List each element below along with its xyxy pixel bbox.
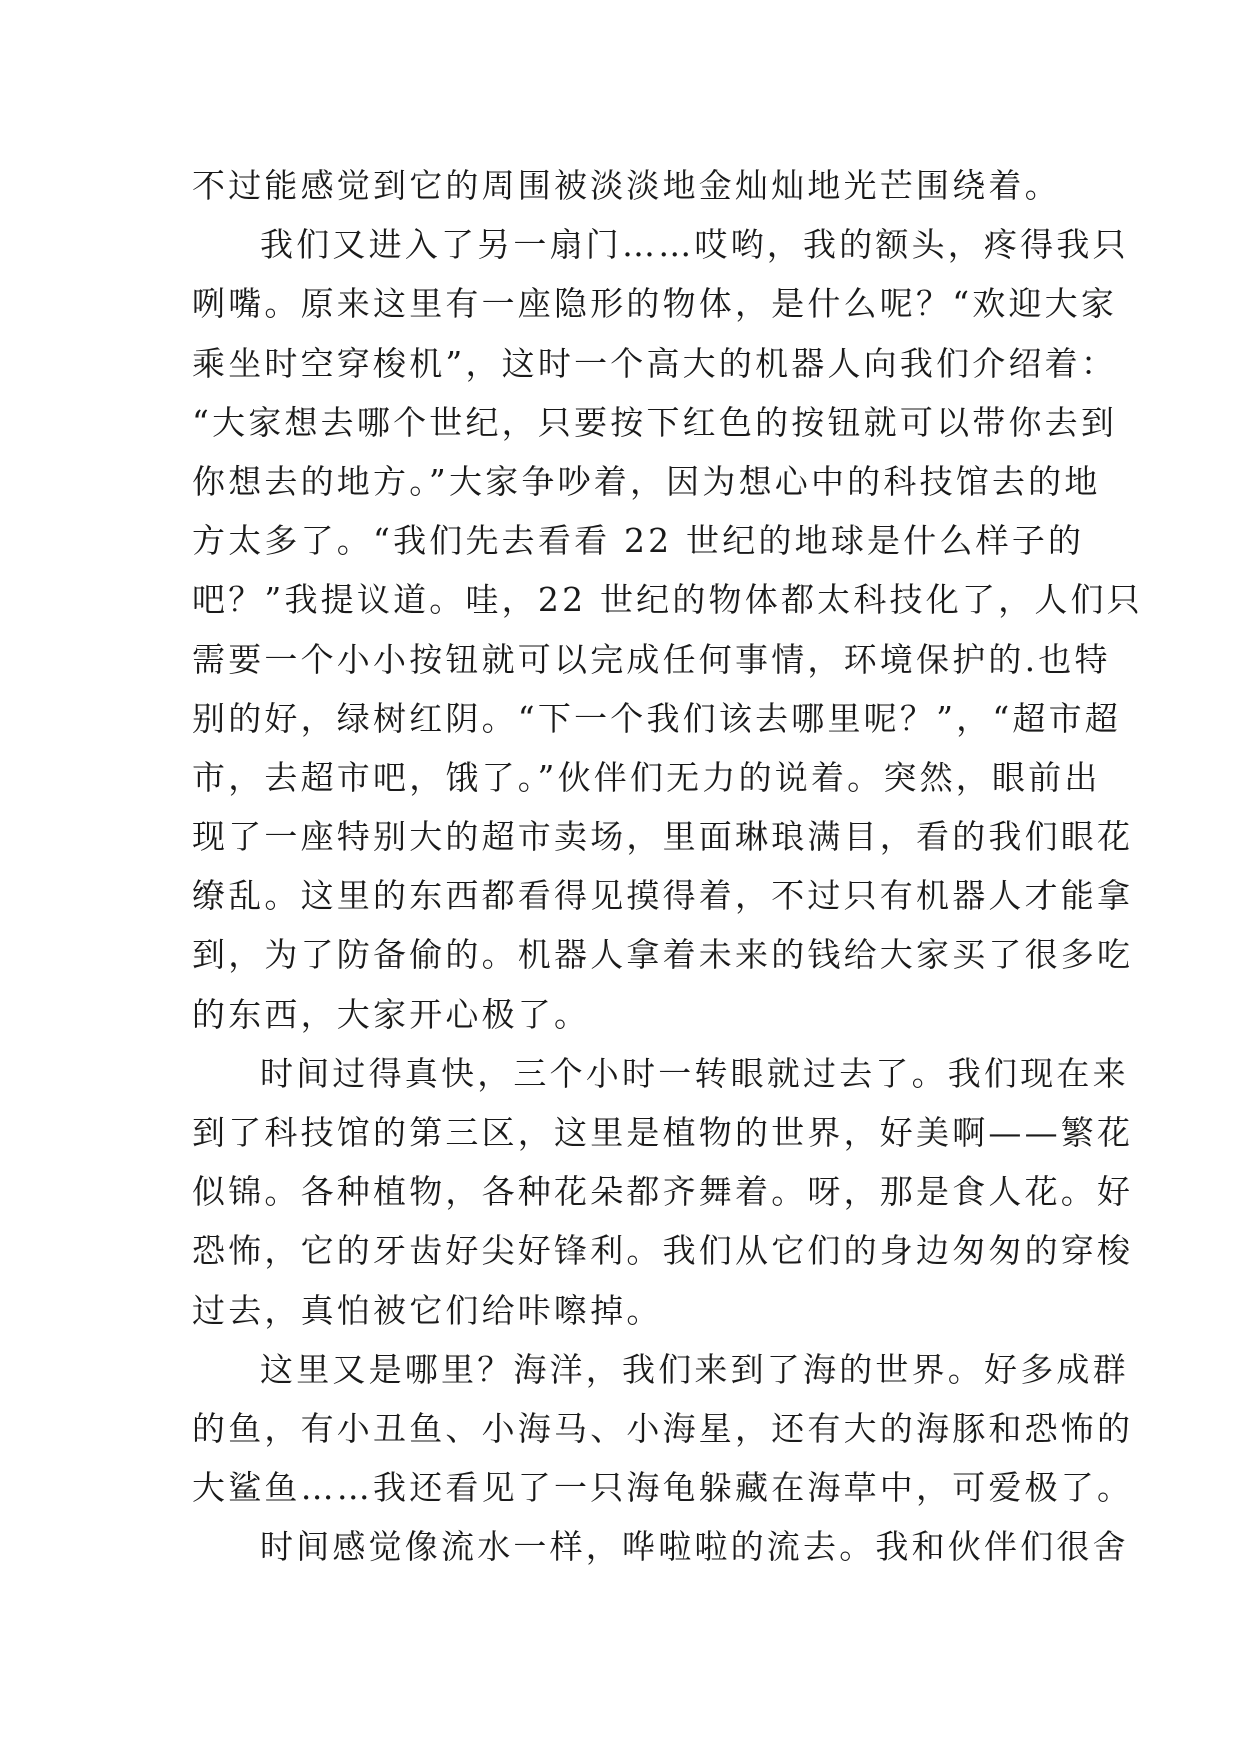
text-line: 时间过得真快，三个小时一转眼就过去了。我们现在来 <box>260 1053 1129 1093</box>
text-line: 时间感觉像流水一样，哗啦啦的流去。我和伙伴们很舍 <box>260 1527 1129 1567</box>
text-line: 缭乱。这里的东西都看得见摸得着，不过只有机器人才能拿 <box>192 876 1134 916</box>
text-line: 到，为了防备偷的。机器人拿着未来的钱给大家买了很多吃 <box>192 935 1134 975</box>
text-line: 这里又是哪里？海洋，我们来到了海的世界。好多成群 <box>260 1349 1129 1389</box>
text-line: 需要一个小小按钮就可以完成任何事情，环境保护的.也特 <box>192 639 1111 679</box>
text-line: 咧嘴。原来这里有一座隐形的物体，是什么呢？“欢迎大家 <box>192 284 1118 324</box>
text-line: 到了科技馆的第三区，这里是植物的世界，好美啊——繁花 <box>192 1113 1134 1152</box>
text-line: 过去，真怕被它们给咔嚓掉。 <box>192 1290 663 1330</box>
text-line: 恐怖，它的牙齿好尖好锋利。我们从它们的身边匆匆的穿梭 <box>192 1231 1134 1271</box>
text-line: 似锦。各种植物，各种花朵都齐舞着。呀，那是食人花。好 <box>192 1172 1134 1212</box>
text-line: 吧？”我提议道。哇，22 世纪的物体都太科技化了，人们只 <box>192 580 1143 620</box>
text-line: 的东西，大家开心极了。 <box>192 994 591 1034</box>
text-line: “大家想去哪个世纪，只要按下红色的按钮就可以带你去到 <box>192 402 1118 442</box>
text-line: 我们又进入了另一扇门……哎哟，我的额头，疼得我只 <box>260 225 1129 265</box>
body-text <box>192 156 1143 1577</box>
text-line: 现了一座特别大的超市卖场，里面琳琅满目，看的我们眼花 <box>192 817 1134 857</box>
text-line: 不过能感觉到它的周围被淡淡地金灿灿地光芒围绕着。 <box>192 166 1061 205</box>
text-line: 的鱼，有小丑鱼、小海马、小海星，还有大的海豚和恐怖的 <box>192 1408 1134 1448</box>
text-line: 你想去的地方。”大家争吵着，因为想心中的科技馆去的地 <box>192 461 1101 501</box>
text-line: 方太多了。“我们先去看看 22 世纪的地球是什么样子的 <box>192 521 1085 561</box>
text-line: 乘坐时空穿梭机”，这时一个高大的机器人向我们介绍着： <box>192 343 1118 383</box>
text-line: 大鲨鱼……我还看见了一只海龟躲藏在海草中，可爱极了。 <box>192 1468 1134 1508</box>
text-line: 市，去超市吧，饿了。”伙伴们无力的说着。突然，眼前出 <box>192 757 1101 797</box>
text-line: 别的好，绿树红阴。“下一个我们该去哪里呢？”，“超市超 <box>192 698 1122 738</box>
